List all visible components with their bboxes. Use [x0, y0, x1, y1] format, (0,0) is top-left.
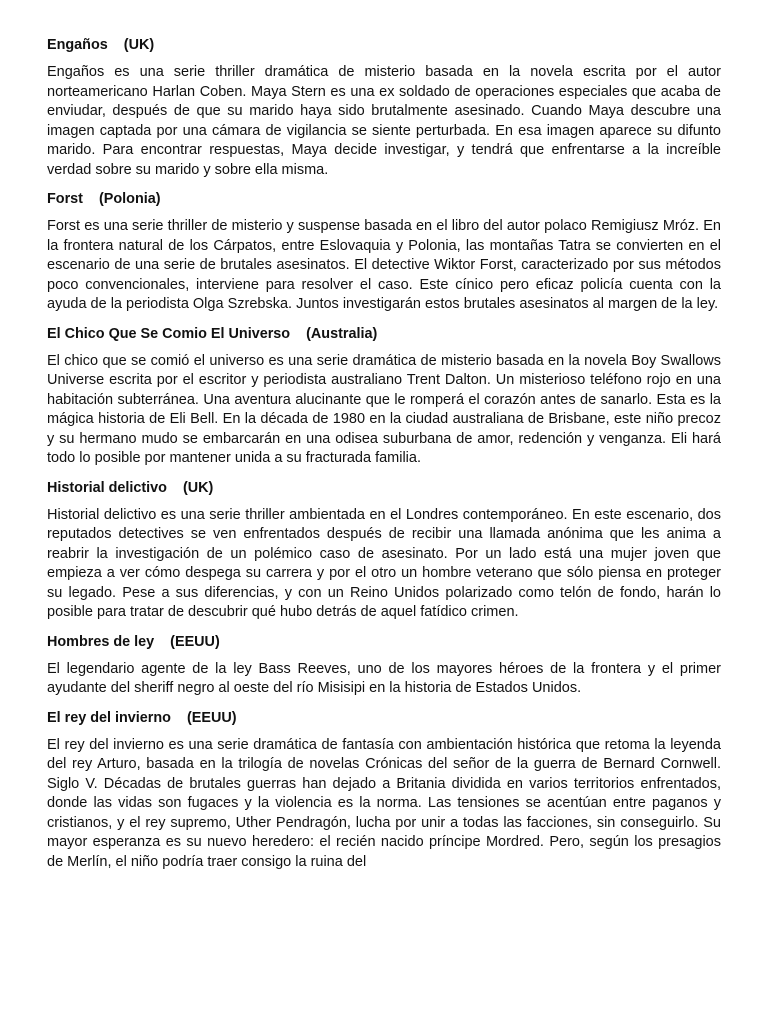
series-country: (Australia)	[306, 325, 378, 342]
series-title: Hombres de ley	[47, 633, 155, 650]
series-title: El rey del invierno	[47, 709, 171, 726]
series-country: (Polonia)	[98, 191, 161, 207]
series-description: Engaños es una serie thriller dramática de misterio basada en la novela escrita por el autor norteamericano Harlan Coben. Maya Stern es una ex soldado de operaciones especiales que acaba de enviudar, después de que su marido haya sido brutalmente asesinado. Cuando Maya descubre una imagen captada por una cámara de vigilancia se siente perturbada. En esa imagen aparece su difunto marido. Para encontrar respuestas, Maya decide investigar, y tendrá que enfrentarse a la increíble verdad sobre su marido y sobre ella misma.	[47, 64, 721, 178]
series-country: (EEUU)	[170, 633, 220, 650]
series-country: (UK)	[182, 479, 214, 496]
document-content	[47, 36, 721, 882]
series-heading	[47, 36, 721, 54]
series-description: El chico que se comió el universo es una serie dramática de misterio basada en la novela Boy Swallows Universe escrita por el escritor y periodista australiano Trent Dalton. Un misterioso teléfono rojo en una habitación subterránea. Una aventura alucinante que le romperá el corazón antes de sanarlo. Esta es la mágica historia de Eli Bell. En la década de 1980 en la ciudad australiana de Brisbane, este niño precoz y su hermano mudo se embarcarán en una odisea suburbana de amor, redención y venganza. Eli hará todo lo posible por mantener unida a su fracturada familia.	[47, 352, 721, 466]
series-entry-forst	[47, 190, 721, 315]
series-description: Forst es una serie thriller de misterio y suspense basada en el libro del autor polaco Remigiusz Mróz. En la frontera natural de los Cárpatos, entre Eslovaquia y Polonia, las montañas Tatra se convierten en el escenario de una serie de brutales asesinatos. El detective Wiktor Forst, caracterizado por sus métodos poco convencionales, interviene para resolver el caso. Este cínico pero eficaz policía cuenta con la ayuda de la periodista Olga Szrebska. Juntos investigarán estos brutales asesinatos al margen de la ley.	[47, 218, 721, 312]
series-entry-el-chico	[47, 325, 721, 469]
series-entry-el-rey-del-invierno	[47, 709, 721, 873]
series-entry-hombres-de-ley	[47, 633, 721, 699]
series-country: (EEUU)	[186, 709, 237, 726]
series-heading	[47, 325, 721, 343]
series-country: (UK)	[123, 37, 155, 53]
series-description: Historial delictivo es una serie thriller ambientada en el Londres contemporáneo. En este escenario, dos reputados detectives se ven enfrentados después de recibir una llamada anónima que les anima a reabrir la investigación de un polémico caso de asesinato. Por un lado está una mujer joven que empieza a ver cómo despega su carrera y por el otro un hombre veterano que sólo piensa en proteger su legado. Pese a sus diferencias, y con un Reino Unidos polarizado como telón de fondo, harán lo posible para tratar de descubrir qué hubo detrás de aquel fatídico crimen.	[47, 506, 721, 620]
series-entry-historial-delictivo	[47, 479, 721, 623]
series-description: El legendario agente de la ley Bass Reeves, uno de los mayores héroes de la frontera y el primer ayudante del sheriff negro al oeste del río Misisipi en la historia de Estados Unidos.	[47, 660, 721, 696]
series-title: Engaños	[47, 37, 108, 53]
series-heading	[47, 709, 721, 727]
series-entry-enganos	[47, 36, 721, 180]
series-heading	[47, 190, 721, 208]
series-title: El Chico Que Se Comio El Universo	[47, 325, 291, 342]
series-heading	[47, 479, 721, 497]
series-title: Historial delictivo	[47, 479, 167, 496]
series-title: Forst	[47, 191, 83, 207]
series-heading	[47, 633, 721, 651]
series-description: El rey del invierno es una serie dramática de fantasía con ambientación histórica que retoma la leyenda del rey Arturo, basada en la trilogía de novelas Crónicas del señor de la guerra de Bernard Cornwell. Siglo V. Décadas de brutales guerras han dejado a Britania dividida en varios territorios enfrentados, donde las vidas son fugaces y la violencia es la norma. Las tensiones se acentúan entre paganos y cristianos, y el rey supremo, Uther Pendragón, lucha por unir a todas las facciones, sin conseguirlo. Su mayor esperanza es su nuevo heredero: el recién nacido príncipe Mordred. Pero, según los presagios de Merlín, el niño podría traer consigo la ruina del	[47, 736, 721, 870]
